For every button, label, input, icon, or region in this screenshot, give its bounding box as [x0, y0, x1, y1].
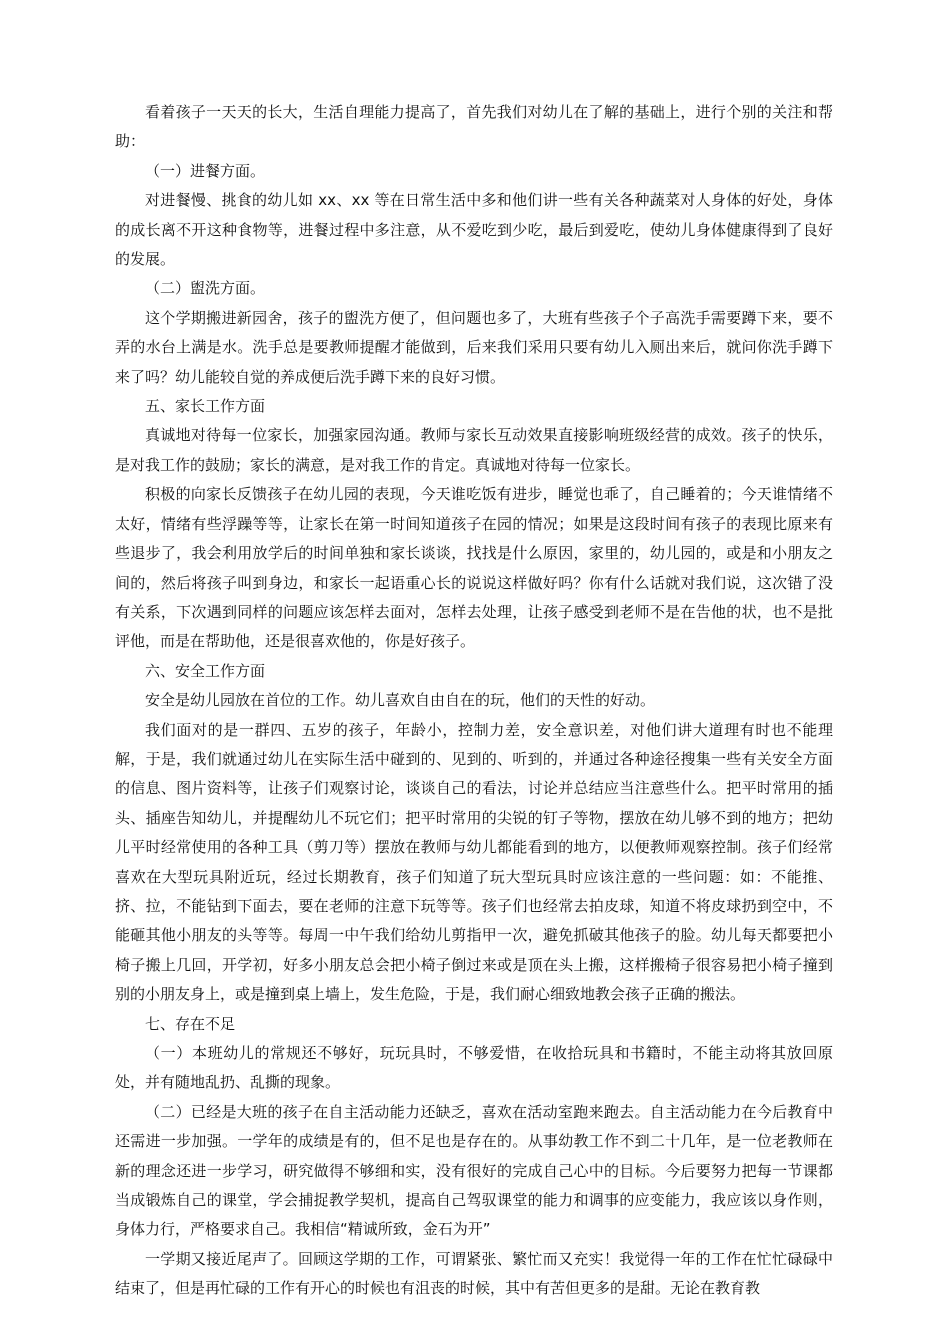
paragraph-parents-2: 积极的向家长反馈孩子在幼儿园的表现，今天谁吃饭有进步，睡觉也乖了，自己睡着的；今天谁情绪不太好，情绪有些浮躁等等，让家长在第一时间知道孩子在园的情况；如果是这段时间有孩子的表现比原来有些退步了，我会利用放学后的时间单独和家长谈谈，找找是什么原因，家里的，幼儿园的，或是和小朋友之间的，然后将孩子叫到身边，和家长一起语重心长的说说这样做好吗？你有什么话就对我们说，这次错了没有关系，下次遇到同样的问题应该怎样去面对，怎样去处理，让孩子感受到老师不是在告他的状，也不是批评他，而是在帮助他，还是很喜欢他的，你是好孩子。 [115, 485, 833, 651]
section-heading-safety: 六、安全工作方面 [145, 661, 266, 680]
paragraph-closing: 一学期又接近尾声了。回顾这学期的工作，可谓紧张、繁忙而又充实！我觉得一年的工作在忙忙碌碌中结束了，但是再忙碌的工作有开心的时候也有沮丧的时候，其中有苦但更多的是甜。无论在教育教 [115, 1249, 833, 1298]
paragraph-shortcomings-1: （一）本班幼儿的常规还不够好，玩玩具时，不够爱惜，在收拾玩具和书籍时，不能主动将其放回原处，并有随地乱扔、乱撕的现象。 [115, 1044, 833, 1092]
paragraph-intro: 看着孩子一天天的长大，生活自理能力提高了，首先我们对幼儿在了解的基础上，进行个别的关注和帮助： [115, 103, 833, 151]
subheading-meals: （一）进餐方面。 [145, 161, 266, 180]
subheading-washing: （二）盥洗方面。 [145, 279, 266, 298]
paragraph-shortcomings-2: （二）已经是大班的孩子在自主活动能力还缺乏，喜欢在活动室跑来跑去。自主活动能力在今后教育中还需进一步加强。一学年的成绩是有的，但不足也是存在的。从事幼教工作不到二十几年，是一位老教师在新的理念还进一步学习，研究做得不够细和实，没有很好的完成自己心中的目标。今后要努力把每一节课都当成锻炼自己的课堂，学会捕捉教学契机，提高自己驾驭课堂的能力和调事的应变能力，我应该以身作则，身体力行，严格要求自己。我相信“精诚所致，金石为开” [115, 1102, 833, 1239]
paragraph-parents-1: 真诚地对待每一位家长，加强家园沟通。教师与家长互动效果直接影响班级经营的成效。孩子的快乐，是对我工作的鼓励；家长的满意，是对我工作的肯定。真诚地对待每一位家长。 [115, 426, 833, 474]
paragraph-washing: 这个学期搬进新园舍，孩子的盥洗方便了，但问题也多了，大班有些孩子个子高洗手需要蹲下来，要不弄的水台上满是水。洗手总是要教师提醒才能做到，后来我们采用只要有幼儿入厕出来后，就问你洗手蹲下来了吗？幼儿能较自觉的养成便后洗手蹲下来的良好习惯。 [115, 308, 833, 386]
section-heading-parents: 五、家长工作方面 [145, 397, 266, 416]
section-heading-shortcomings: 七、存在不足 [145, 1014, 236, 1033]
paragraph-meals: 对进餐慢、挑食的幼儿如 xx、xx 等在日常生活中多和他们讲一些有关各种蔬菜对人身体的好处，身体的成长离不开这种食物等，进餐过程中多注意，从不爱吃到少吃，最后到爱吃，使幼儿身体健康得到了良好的发展。 [115, 191, 833, 269]
document-body [115, 98, 833, 1304]
paragraph-safety-2: 我们面对的是一群四、五岁的孩子，年龄小，控制力差，安全意识差，对他们讲大道理有时也不能理解，于是，我们就通过幼儿在实际生活中碰到的、见到的、听到的，并通过各种途径搜集一些有关安全方面的信息、图片资料等，让孩子们观察讨论，谈谈自己的看法，讨论并总结应当注意些什么。把平时常用的插头、插座告知幼儿，并提醒幼儿不玩它们；把平时常用的尖锐的钉子等物，摆放在幼儿够不到的地方；把幼儿平时经常使用的各种工具（剪刀等）摆放在教师与幼儿都能看到的地方，以便教师观察控制。孩子们经常喜欢在大型玩具附近玩，经过长期教育，孩子们知道了玩大型玩具时应该注意的一些问题：如：不能推、挤、拉，不能钻到下面去，要在老师的注意下玩等等。孩子们也经常去拍皮球，知道不将皮球扔到空中，不能砸其他小朋友的头等等。每周一中午我们给幼儿剪指甲一次，避免抓破其他孩子的脸。幼儿每天都要把小椅子搬上几回，开学初，好多小朋友总会把小椅子倒过来或是顶在头上搬，这样搬椅子很容易把小椅子撞到别的小朋友身上，或是撞到桌上墙上，发生危险，于是，我们耐心细致地教会孩子正确的搬法。 [115, 720, 833, 1004]
paragraph-safety-1: 安全是幼儿园放在首位的工作。幼儿喜欢自由自在的玩，他们的天性的好动。 [145, 691, 656, 710]
